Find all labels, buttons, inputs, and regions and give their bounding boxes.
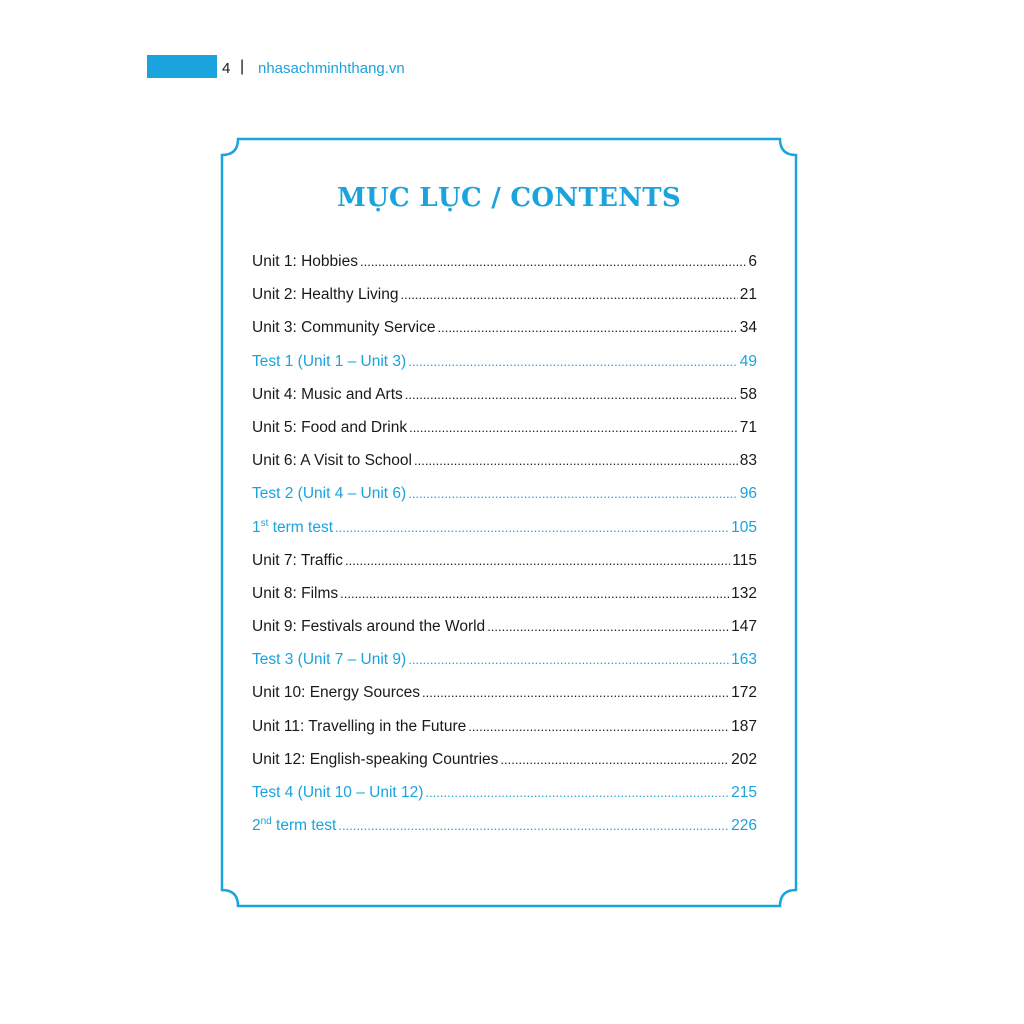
toc-label-ordinal: st — [260, 517, 269, 529]
toc-leader — [400, 287, 737, 302]
toc-label-ordinal: nd — [260, 816, 272, 828]
toc-label: Unit 8: Films — [252, 584, 339, 602]
toc-page: 163 — [731, 651, 757, 669]
toc-page: 105 — [731, 518, 757, 536]
toc-label: Test 4 (Unit 10 – Unit 12) — [252, 784, 424, 801]
toc-leader — [500, 752, 729, 767]
toc-label — [252, 519, 335, 537]
toc-page: 6 — [748, 253, 757, 270]
toc-label: Unit 6: A Visit to School — [252, 452, 412, 470]
page-title: MỤC LỤC / CONTENTS — [336, 183, 681, 213]
toc-leader — [408, 486, 738, 501]
toc-row-unit-9[interactable] — [252, 618, 757, 651]
toc-label: Test 3 (Unit 7 – Unit 9) — [252, 651, 407, 669]
toc-leader — [487, 619, 729, 634]
toc-page: 34 — [739, 319, 757, 337]
toc-row-test-2[interactable] — [252, 485, 757, 518]
toc-page: 215 — [731, 784, 757, 801]
toc-page: 71 — [739, 418, 757, 436]
toc-page: 49 — [739, 352, 757, 370]
toc-row-unit-11[interactable] — [252, 718, 757, 751]
toc-page: 132 — [731, 584, 757, 602]
toc-row-unit-1[interactable] — [252, 253, 757, 286]
header-accent-bar — [147, 55, 217, 78]
header-page-number: 4 — [222, 60, 231, 77]
toc-row-unit-2[interactable] — [252, 286, 757, 319]
toc-label-text: term test — [271, 817, 337, 835]
toc-page: 83 — [739, 452, 757, 470]
toc-leader — [408, 354, 738, 369]
toc-row-second-term-test[interactable] — [252, 817, 757, 850]
toc-label-text: term test — [268, 518, 334, 536]
toc-row-unit-6[interactable] — [252, 452, 757, 485]
toc-row-test-1[interactable] — [252, 353, 757, 386]
toc-leader — [405, 387, 738, 402]
toc-label: Unit 3: Community Service — [252, 319, 436, 337]
toc-label: Unit 7: Traffic — [252, 551, 344, 569]
toc-leader — [425, 785, 729, 800]
toc-leader — [408, 652, 729, 667]
toc-page: 21 — [739, 286, 757, 304]
toc-label-number: 1 — [252, 518, 261, 536]
toc-leader — [340, 586, 729, 601]
toc-row-unit-3[interactable] — [252, 319, 757, 352]
toc-leader — [345, 553, 730, 568]
toc-row-unit-8[interactable] — [252, 585, 757, 618]
toc-label-number: 2 — [252, 817, 261, 835]
toc-page: 226 — [731, 817, 757, 835]
toc-page: 147 — [731, 618, 757, 636]
toc-label: Test 2 (Unit 4 – Unit 6) — [252, 485, 407, 503]
toc-row-test-3[interactable] — [252, 651, 757, 684]
toc-row-first-term-test[interactable] — [252, 519, 757, 552]
toc-leader — [335, 520, 729, 535]
toc-label: Unit 9: Festivals around the World — [252, 618, 486, 636]
toc-row-unit-12[interactable] — [252, 751, 757, 784]
toc-page: 187 — [731, 717, 757, 735]
toc-label: Unit 2: Healthy Living — [252, 286, 399, 304]
toc-leader — [360, 254, 746, 269]
toc-leader — [338, 818, 729, 833]
toc-leader — [409, 420, 738, 435]
toc-row-test-4[interactable] — [252, 784, 757, 817]
toc-row-unit-10[interactable] — [252, 684, 757, 717]
toc-page: 115 — [732, 551, 757, 569]
toc-row-unit-7[interactable] — [252, 552, 757, 585]
toc-leader — [414, 453, 738, 468]
toc-label: Unit 11: Travelling in the Future — [252, 717, 467, 735]
toc-row-unit-5[interactable] — [252, 419, 757, 452]
toc-label: Unit 1: Hobbies — [252, 253, 358, 270]
toc-label: Unit 5: Food and Drink — [252, 418, 408, 436]
toc-label: Unit 12: English-speaking Countries — [252, 750, 499, 768]
toc-label: Test 1 (Unit 1 – Unit 3) — [252, 352, 407, 370]
toc-label — [252, 817, 338, 835]
toc-page: 58 — [739, 385, 757, 403]
toc-leader — [422, 685, 729, 700]
header-site-link[interactable]: nhasachminhthang.vn — [258, 60, 405, 77]
toc-leader — [437, 320, 737, 335]
table-of-contents — [252, 253, 757, 850]
header-separator: | — [240, 58, 245, 75]
toc-leader — [468, 719, 729, 734]
toc-label: Unit 4: Music and Arts — [252, 385, 403, 403]
toc-label: Unit 10: Energy Sources — [252, 684, 421, 702]
toc-page: 202 — [731, 750, 757, 768]
toc-page: 172 — [731, 684, 757, 702]
toc-row-unit-4[interactable] — [252, 386, 757, 419]
toc-page: 96 — [739, 485, 757, 503]
